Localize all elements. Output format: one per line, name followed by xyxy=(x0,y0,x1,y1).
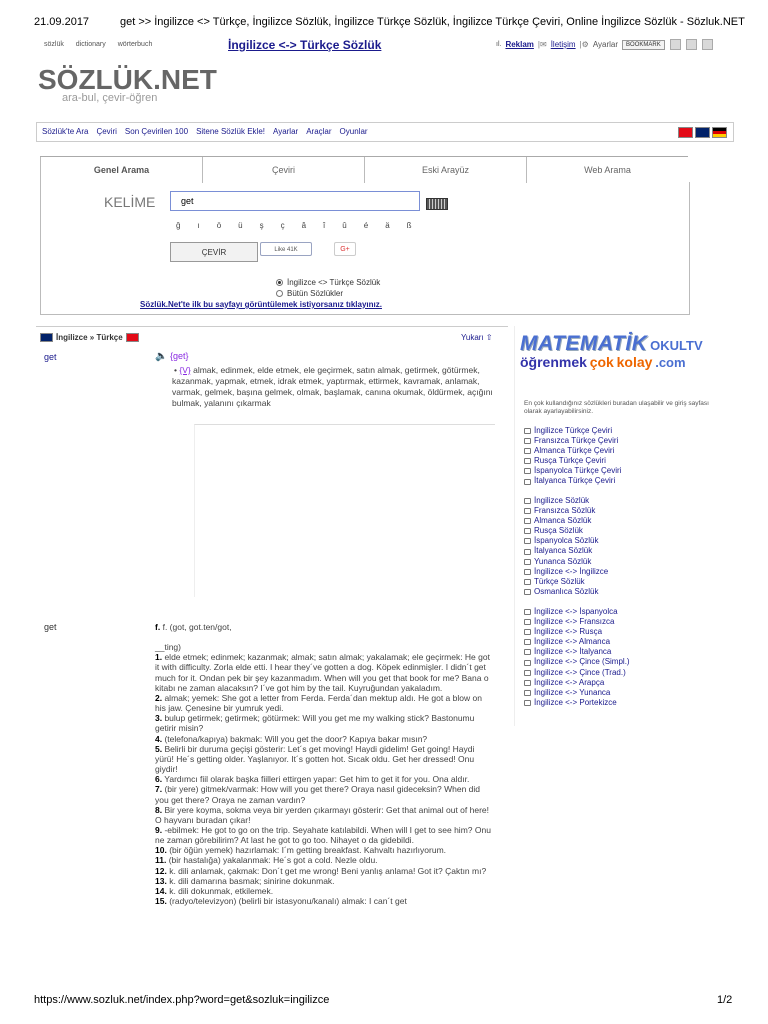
book-icon xyxy=(524,448,531,454)
sidebar-link[interactable]: İspanyolca Sözlük xyxy=(534,536,599,546)
book-icon xyxy=(524,649,531,655)
sidebar-link-item[interactable] xyxy=(524,516,608,526)
nav-item-translate[interactable]: Çeviri xyxy=(96,127,117,136)
sidebar-link[interactable]: Almanca Türkçe Çeviri xyxy=(534,446,615,456)
logo-text: SÖZLÜK.NET xyxy=(38,64,217,95)
google-plus-button[interactable]: G+ xyxy=(334,242,356,256)
translate-button[interactable]: ÇEVİR xyxy=(170,242,258,262)
sidebar-link-item[interactable] xyxy=(524,688,630,698)
book-icon xyxy=(524,468,531,474)
sidebar-link-item[interactable] xyxy=(524,506,608,516)
part-of-speech[interactable]: {V} xyxy=(179,365,191,375)
sidebar-link-item[interactable] xyxy=(524,536,608,546)
book-icon xyxy=(524,438,531,444)
sidebar-list-translation xyxy=(524,426,621,487)
radio-label: İngilizce <> Türkçe Sözlük xyxy=(287,278,381,287)
char-button[interactable]: é xyxy=(363,221,369,230)
sidebar-link[interactable]: İtalyanca Türkçe Çeviri xyxy=(534,476,616,486)
keyboard-icon[interactable] xyxy=(426,198,448,210)
book-icon xyxy=(524,479,531,485)
turkish-flag-icon[interactable] xyxy=(678,127,693,138)
sidebar-link-item[interactable] xyxy=(524,557,608,567)
language-links xyxy=(44,41,162,48)
tab-translation[interactable]: Çeviri xyxy=(202,157,364,183)
sidebar-link-item[interactable] xyxy=(524,577,608,587)
sidebar-link-item[interactable] xyxy=(524,567,608,577)
book-icon xyxy=(524,670,531,676)
logo-tagline: ara-bul, çevir-öğren xyxy=(62,92,158,104)
sidebar-link[interactable]: İngilizce Türkçe Çeviri xyxy=(534,426,613,435)
sidebar-link[interactable]: Fransızca Sözlük xyxy=(534,506,596,516)
sidebar-link[interactable]: Fransızca Türkçe Çeviri xyxy=(534,436,619,446)
book-icon xyxy=(524,589,531,595)
book-icon xyxy=(524,690,531,696)
sidebar-link-item[interactable] xyxy=(524,617,630,627)
book-icon xyxy=(524,518,531,524)
special-characters xyxy=(176,221,412,230)
definition-sense: 9. -ebilmek: He got to go on the trip. Seyahate katılabildi. When will I get to see him? Onu ne zaman görebilirim? At last he got to go too. Nihayet o da gidebildi. xyxy=(155,824,491,846)
sidebar-link-item[interactable] xyxy=(524,607,630,617)
sidebar-link[interactable]: İtalyanca Sözlük xyxy=(534,546,593,556)
radio-unchecked-icon[interactable] xyxy=(276,290,283,297)
sidebar-link[interactable]: İngilizce Sözlük xyxy=(534,496,590,505)
sidebar-link[interactable]: İspanyolca Türkçe Çeviri xyxy=(534,466,622,476)
definition-sense: 1. elde etmek; edinmek; kazanmak; almak; satın almak; yakalamak; ele geçirmek: He got it with difficulty. Zorla elde etti. I hear they´ve gotten a dog. Köpek edinmişler. I didn´t get much for it. Ondan pek bir şey kazanmadım. When will you get that book for me? Bana o kitabı ne zaman alacaksın? I´ve got him by the tail. Kuyruğundan yakaladım. xyxy=(155,652,490,693)
book-icon xyxy=(524,428,531,434)
search-label: KELİME xyxy=(104,194,156,210)
ad-text: OKULTV xyxy=(650,338,703,353)
book-icon xyxy=(524,458,531,464)
tab-general-search[interactable]: Genel Arama xyxy=(40,157,202,183)
book-icon xyxy=(524,528,531,534)
sidebar-link-item[interactable] xyxy=(524,456,621,466)
sidebar-link-item[interactable] xyxy=(524,476,621,486)
definition-sense: 7. (bir yere) gitmek/varmak: How will you get there? Oraya nasıl gideceksin? When did you get there? Oraya ne zaman vardın? xyxy=(155,784,481,805)
ayarlar-link[interactable]: Ayarlar xyxy=(592,40,619,49)
book-icon xyxy=(524,700,531,706)
ad-text: MATEMATİK xyxy=(520,332,648,355)
sidebar-link[interactable]: İngilizce <-> İspanyolca xyxy=(534,607,618,616)
sidebar-link-item[interactable] xyxy=(524,546,608,556)
sidebar-link-item[interactable] xyxy=(524,587,608,597)
ad-text: çok xyxy=(589,354,614,370)
sidebar-link-item[interactable] xyxy=(524,678,630,688)
divider xyxy=(36,326,508,327)
definition-sense: 2. almak; yemek: She got a letter from Ferda. Ferda´dan mektup aldı. He got a blow on his jaw. Çenesine bir yumruk yedi. xyxy=(155,692,482,714)
sidebar-note: En çok kullandığınız sözlükleri buradan ulaşabilir ve giriş sayfası olarak ayarlayabilirsiniz. xyxy=(524,400,709,415)
entry-word: get xyxy=(44,622,57,632)
entry-definition: • {V} almak, edinmek, elde etmek, ele geçirmek, satın almak, getirmek, götürmek, kazanmak, yapmak, etmek, idrak etmek, yaptırmak, ettirmek, kavramak, anlamak, varmak, gelmek, başına gelmek, olmak, başlamak, canına okumak, öldürmek, açığını bulmak, yalanını çıkarmak xyxy=(172,365,493,408)
search-input[interactable] xyxy=(170,191,420,211)
site-title[interactable]: İngilizce <-> Türkçe Sözlük xyxy=(228,38,382,52)
chart-icon: ıl. xyxy=(496,41,502,48)
book-icon xyxy=(524,579,531,585)
definition-header: f. f. (got, got.ten/got, xyxy=(155,622,232,632)
radio-option-en-tr[interactable] xyxy=(276,278,380,287)
sidebar-link[interactable]: İngilizce <-> Arapça xyxy=(534,677,605,687)
definition-text: almak, edinmek, elde etmek, ele geçirmek, satın almak, getirmek, götürmek, kazanmak, yapmak, etmek, idrak etmek, yaptırmak, ettirmek, kavramak, anlamak, varmak, gelmek, başına gelmek, olmak, başlamak, canına okumak, öldürmek, açığını bulmak, yalanını çıkarmak xyxy=(172,365,493,408)
sidebar-link[interactable]: Osmanlıca Sözlük xyxy=(534,586,599,596)
link-worterbuch[interactable]: wörterbuch xyxy=(117,41,153,48)
sidebar-link[interactable]: Türkçe Sözlük xyxy=(534,576,585,586)
german-flag-icon[interactable] xyxy=(712,127,727,138)
sidebar-link[interactable]: Yunanca Sözlük xyxy=(534,556,592,566)
book-icon xyxy=(524,569,531,575)
section-title: İngilizce » Türkçe xyxy=(56,333,123,342)
sidebar-link[interactable]: İngilizce <-> İngilizce xyxy=(534,566,609,576)
section-header xyxy=(40,333,139,342)
sidebar-link-item[interactable] xyxy=(524,657,630,667)
facebook-like-button[interactable]: Like 41K xyxy=(260,242,312,256)
iletisim-link[interactable]: İletişim xyxy=(550,40,576,49)
nav-item-last-100[interactable]: Son Çevirilen 100 xyxy=(124,127,189,136)
definition-sense: 11. (bir hastalığa) yakalanmak: He´s got a cold. Nezle oldu. xyxy=(155,855,378,866)
sidebar-link-item[interactable] xyxy=(524,698,630,708)
sidebar-link[interactable]: İngilizce <-> İtalyanca xyxy=(534,647,612,657)
book-icon xyxy=(524,609,531,615)
entry-word: get xyxy=(44,352,57,362)
sidebar-list-pairs xyxy=(524,607,630,708)
book-icon xyxy=(524,538,531,544)
print-page-number: 1/2 xyxy=(717,994,733,1006)
radio-label: Bütün Sözlükler xyxy=(287,289,344,298)
entry-definition-long xyxy=(155,622,495,906)
speaker-icon[interactable]: 🔈 xyxy=(155,351,168,362)
definition-sense: 5. Belirli bir duruma geçişi gösterir: Let´s get moving! Haydi gidelim! Get going! Haydi yürü! He´s getting older. Yaşlanıyor. It´s gotten hot. Sıcak oldu. Get her dressed! Onu giydir! xyxy=(155,743,475,775)
ad-text: kolay xyxy=(616,354,653,370)
book-icon xyxy=(524,639,531,645)
char-button[interactable]: ö xyxy=(216,221,222,230)
sidebar-link-item[interactable] xyxy=(524,668,630,678)
char-button[interactable]: î xyxy=(323,221,326,230)
sidebar-link[interactable]: Rusça Sözlük xyxy=(534,526,583,536)
sidebar-link-item[interactable] xyxy=(524,426,621,436)
share-icon[interactable] xyxy=(686,39,697,50)
mail-icon: |✉ xyxy=(537,40,547,49)
definition-sense: 14. k. dili dokunmak, etkilemek. xyxy=(155,885,274,896)
sidebar-link-item[interactable] xyxy=(524,647,630,657)
char-button[interactable]: û xyxy=(342,221,347,230)
definition-sense: 12. k. dili anlamak, çakmak: Don´t get me wrong! Beni yanlış anlama! Got it? Çaktın mı? xyxy=(155,865,487,876)
print-page-title: get >> İngilizce <> Türkçe, İngilizce Sözlük, İngilizce Türkçe Sözlük, İngilizce Türkçe Çeviri, Online İngilizce Sözlük - Sözluk.NET xyxy=(120,16,745,28)
nav-item-settings[interactable]: Ayarlar xyxy=(273,127,299,136)
sidebar-link[interactable]: İngilizce <-> Almanca xyxy=(534,637,611,647)
print-date: 21.09.2017 xyxy=(34,16,90,28)
sidebar-link[interactable]: Almanca Sözlük xyxy=(534,516,592,526)
site-logo[interactable] xyxy=(38,64,217,104)
char-button[interactable]: ä xyxy=(385,221,390,230)
definition-header-2: __ting) xyxy=(155,642,181,653)
book-icon xyxy=(524,559,531,565)
definition-sense: 4. (telefona/kapıya) bakmak: Will you get the door? Kapıya bakar mısın? xyxy=(155,733,428,744)
char-button[interactable]: ş xyxy=(259,221,264,230)
sidebar-link[interactable]: Rusça Türkçe Çeviri xyxy=(534,456,606,466)
sidebar-link-item[interactable] xyxy=(524,466,621,476)
book-icon xyxy=(524,508,531,514)
char-button[interactable]: ç xyxy=(280,221,285,230)
book-icon xyxy=(524,498,531,504)
link-dictionary[interactable]: dictionary xyxy=(75,41,106,48)
print-url: https://www.sozluk.net/index.php?word=get&sozluk=ingilizce xyxy=(34,994,330,1006)
definition-sense: 8. Bir yere koyma, sokma veya bir yerden çıkarmayı gösterir: Get that animal out of here! O hayvanı buradan çıkar! xyxy=(155,804,490,825)
nav-item-games[interactable]: Oyunlar xyxy=(339,127,368,136)
turkish-flag-icon xyxy=(126,333,139,342)
sidebar-link-item[interactable] xyxy=(524,637,630,647)
main-nav xyxy=(36,122,734,142)
search-tabs xyxy=(40,156,688,183)
sidebar-link[interactable]: İngilizce <-> Çince (Trad.) xyxy=(534,667,626,677)
top-right-links xyxy=(496,39,713,50)
sidebar-link-item[interactable] xyxy=(524,627,630,637)
back-to-top-link[interactable]: Yukarı ⇧ xyxy=(461,333,493,342)
ad-placeholder xyxy=(194,424,495,597)
sidebar-link[interactable]: İngilizce <-> Fransızca xyxy=(534,617,615,627)
tab-old-interface[interactable]: Eski Arayüz xyxy=(364,157,526,183)
book-icon xyxy=(524,629,531,635)
sidebar-list-dictionaries xyxy=(524,496,608,597)
share-icon[interactable] xyxy=(670,39,681,50)
tab-web-search[interactable]: Web Arama xyxy=(526,157,688,183)
sidebar-link-item[interactable] xyxy=(524,436,621,446)
definition-sense: 15. (radyo/televizyon) (belirli bir istasyonu/kanalı) almak: I can´t get xyxy=(155,896,407,907)
uk-flag-icon[interactable] xyxy=(695,127,710,138)
reklam-link[interactable]: Reklam xyxy=(505,40,534,49)
sidebar-link[interactable]: İngilizce <-> Portekizce xyxy=(534,697,617,707)
radio-option-all[interactable] xyxy=(276,289,343,298)
sidebar-link[interactable]: İngilizce <-> Yunanca xyxy=(534,687,611,697)
char-button[interactable]: ü xyxy=(238,221,243,230)
sidebar-ad[interactable] xyxy=(520,332,720,392)
bookmark-button[interactable]: BOOKMARK xyxy=(622,40,665,50)
definition-sense: 13. k. dili damarına basmak; sinirine dokunmak. xyxy=(155,875,335,886)
sidebar-link-item[interactable] xyxy=(524,496,608,506)
char-button[interactable]: ı xyxy=(197,221,200,230)
sidebar-link[interactable]: İngilizce <-> Çince (Simpl.) xyxy=(534,657,630,667)
nav-item-add-dictionary[interactable]: Sitene Sözlük Ekle! xyxy=(196,127,265,136)
entry-tag: {get} xyxy=(170,351,189,361)
nav-item-search[interactable]: Sözlük'te Ara xyxy=(42,127,89,136)
char-button[interactable]: â xyxy=(301,221,307,230)
sidebar-link-item[interactable] xyxy=(524,526,608,536)
ad-text: öğrenmek xyxy=(520,354,587,370)
book-icon xyxy=(524,549,531,555)
book-icon xyxy=(524,680,531,686)
char-button[interactable]: ß xyxy=(406,221,412,230)
share-icon[interactable] xyxy=(702,39,713,50)
uk-flag-icon xyxy=(40,333,53,342)
char-button[interactable]: ğ xyxy=(176,221,181,230)
radio-checked-icon[interactable] xyxy=(276,279,283,286)
sidebar-link[interactable]: İngilizce <-> Rusça xyxy=(534,627,603,637)
nav-item-tools[interactable]: Araçlar xyxy=(306,127,332,136)
sidebar-link-item[interactable] xyxy=(524,446,621,456)
ad-text: .com xyxy=(655,355,686,370)
definition-sense: 6. Yardımcı fiil olarak başka fiilleri ettirgen yapar: Get him to get it for you. Ona aldır. xyxy=(155,774,470,785)
book-icon xyxy=(524,619,531,625)
link-sozluk[interactable]: sözlük xyxy=(44,41,64,48)
definition-sense: 3. bulup getirmek; getirmek; götürmek: Will you get me my walking stick? Bastonumu getirir misin? xyxy=(155,713,475,734)
gear-icon: |⚙ xyxy=(579,40,589,49)
definition-sense: 10. (bir öğün yemek) hazırlamak: I´m getting breakfast. Kahvaltı hazırlıyorum. xyxy=(155,845,447,856)
book-icon xyxy=(524,660,531,666)
homepage-notice-link[interactable]: Sözlük.Net'te ilk bu sayfayı görüntülemek istiyorsanız tıklayınız. xyxy=(140,300,382,309)
